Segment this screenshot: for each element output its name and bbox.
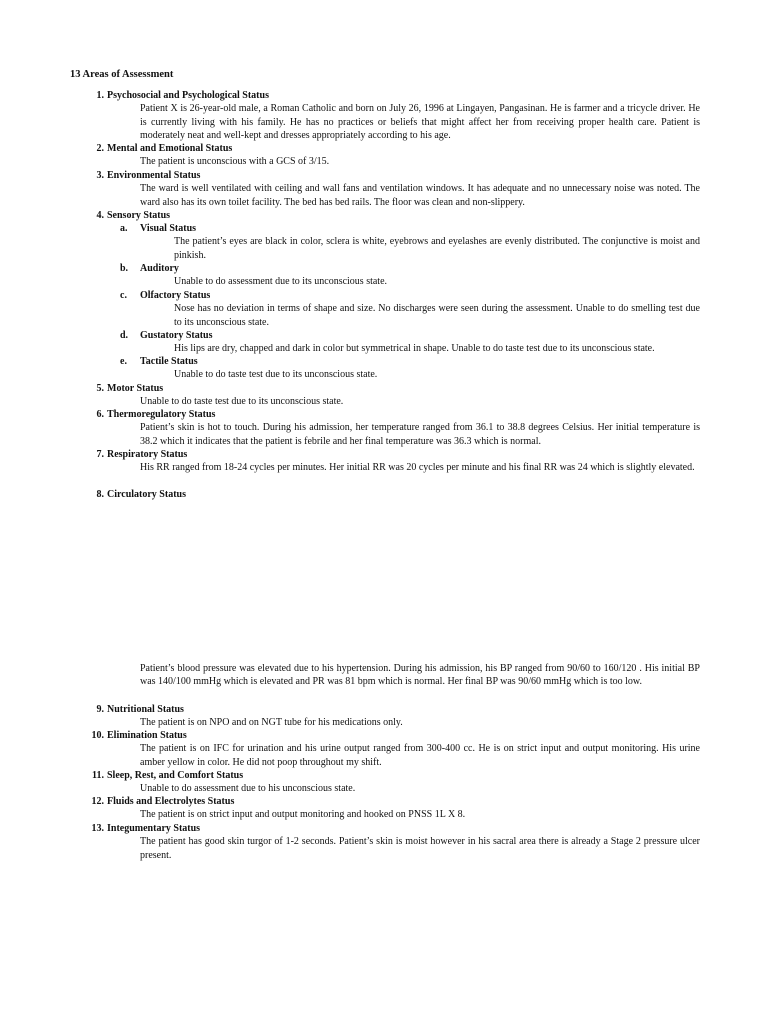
subsection-heading: Visual Status [140,223,197,234]
subsection-body: The patient’s eyes are black in color, sclera is white, eyebrows and eyelashes are evenly distributed. The conjunctive is moist and pinkish. [174,236,700,261]
section-heading: Sleep, Rest, and Comfort Status [107,770,244,781]
section-heading: Environmental Status [107,170,201,181]
subsection-olfactory [120,289,700,329]
section-number: 8. [96,489,104,500]
section-number: 12. [91,796,104,807]
subsection-heading: Gustatory Status [140,330,213,341]
section-elimination [86,729,700,769]
document-title: 13 Areas of Assessment [70,69,174,80]
section-sensory [86,209,700,222]
subsection-letter: b. [120,263,129,274]
subsection-letter: a. [120,223,128,234]
section-body: Unable to do taste test due to its unconscious state. [140,396,344,408]
section-body: The patient is on strict input and output monitoring and hooked on PNSS 1L X 8. [140,809,466,821]
section-body: Patient X is 26-year-old male, a Roman Catholic and born on July 26, 1996 at Lingayen, Pangasinan. He is farmer and a tricycle driver. He is currently living with his family. He has no practices or beliefs that might affect her from receiving proper health care. Patient is moderately neat and well-kept and dresses appropriately according to his age. [140,103,700,141]
section-number: 4. [96,210,104,221]
subsection-heading: Olfactory Status [140,290,211,301]
section-body: The patient has good skin turgor of 1-2 seconds. Patient’s skin is moist however in his sacral area there is already a Stage 2 pressure ulcer present. [140,836,700,861]
section-heading: Nutritional Status [107,704,184,715]
section-heading: Motor Status [107,383,164,394]
subsection-body: Nose has no deviation in terms of shape and size. No discharges were seen during the assessment. Unable to do smelling test due to its unconscious state. [174,303,700,328]
subsection-visual [120,222,700,262]
section-number: 10. [91,730,104,741]
section-body: His RR ranged from 18-24 cycles per minutes. Her initial RR was 20 cycles per minute and his final RR was 24 which is slightly elevated. [140,462,695,474]
section-nutritional [86,703,700,730]
section-number: 2. [96,143,104,154]
section-psychosocial [86,89,700,142]
subsection-letter: d. [120,330,129,341]
section-heading: Sensory Status [107,210,171,221]
section-heading: Psychosocial and Psychological Status [107,90,269,101]
section-sleep-rest-comfort [86,769,700,796]
subsection-body: Unable to do assessment due to its unconscious state. [174,276,388,288]
section-body: The ward is well ventilated with ceiling and wall fans and ventilation windows. It has adequate and no unnecessary noise was noted. The ward also has its own toilet facility. The bed has bed rails. The floor was clean and non-slippery. [140,183,700,208]
section-heading: Fluids and Electrolytes Status [107,796,235,807]
section-body: Patient’s skin is hot to touch. During his admission, her temperature ranged from 36.1 to 38.8 degrees Celsius. Her initial temperature is 38.2 which it indicates that the patient is febrile and her final temperature was 36.3 which is normal. [140,422,700,447]
section-heading: Respiratory Status [107,449,188,460]
subsection-letter: e. [120,356,127,367]
subsection-body: His lips are dry, chapped and dark in color but symmetrical in shape. Unable to do taste test due to its unconscious state. [174,343,655,355]
section-circulatory [86,488,700,501]
section-thermoregulatory [86,408,700,448]
section-fluids-electrolytes [86,795,700,822]
section-number: 9. [96,704,104,715]
section-body: Patient’s blood pressure was elevated due to his hypertension. During his admission, his BP ranged from 90/60 to 160/120 . His initial BP was 140/100 mmHg which is elevated and PR was 81 bpm which is normal. Her final BP was 90/60 mmHg which is too low. [140,663,700,688]
section-number: 5. [96,383,104,394]
subsection-heading: Auditory [140,263,179,274]
section-heading: Thermoregulatory Status [107,409,216,420]
section-body: Unable to do assessment due to his unconscious state. [140,783,356,795]
section-number: 11. [92,770,104,781]
subsection-letter: c. [120,290,127,301]
section-circulatory-body [86,662,700,689]
section-number: 13. [91,823,104,834]
section-heading: Circulatory Status [107,489,186,500]
section-environmental [86,169,700,209]
section-motor [86,382,700,409]
section-number: 3. [96,170,104,181]
section-number: 1. [96,90,104,101]
section-heading: Integumentary Status [107,823,201,834]
subsection-tactile [120,355,700,382]
subsection-gustatory [120,329,700,356]
subsection-auditory [120,262,700,289]
section-respiratory [86,448,700,475]
section-heading: Mental and Emotional Status [107,143,233,154]
section-body: The patient is on NPO and on NGT tube for his medications only. [140,717,403,729]
subsection-heading: Tactile Status [140,356,198,367]
section-integumentary [86,822,700,862]
section-body: The patient is on IFC for urination and his urine output ranged from 300-400 cc. He is on strict input and output monitoring. His urine amber yellow in color. He did not poop throughout my shift. [140,743,700,768]
section-mental-emotional [86,142,700,169]
section-body: The patient is unconscious with a GCS of 3/15. [140,156,330,168]
section-heading: Elimination Status [107,730,187,741]
subsection-body: Unable to do taste test due to its unconscious state. [174,369,378,381]
section-number: 6. [96,409,104,420]
section-number: 7. [96,449,104,460]
